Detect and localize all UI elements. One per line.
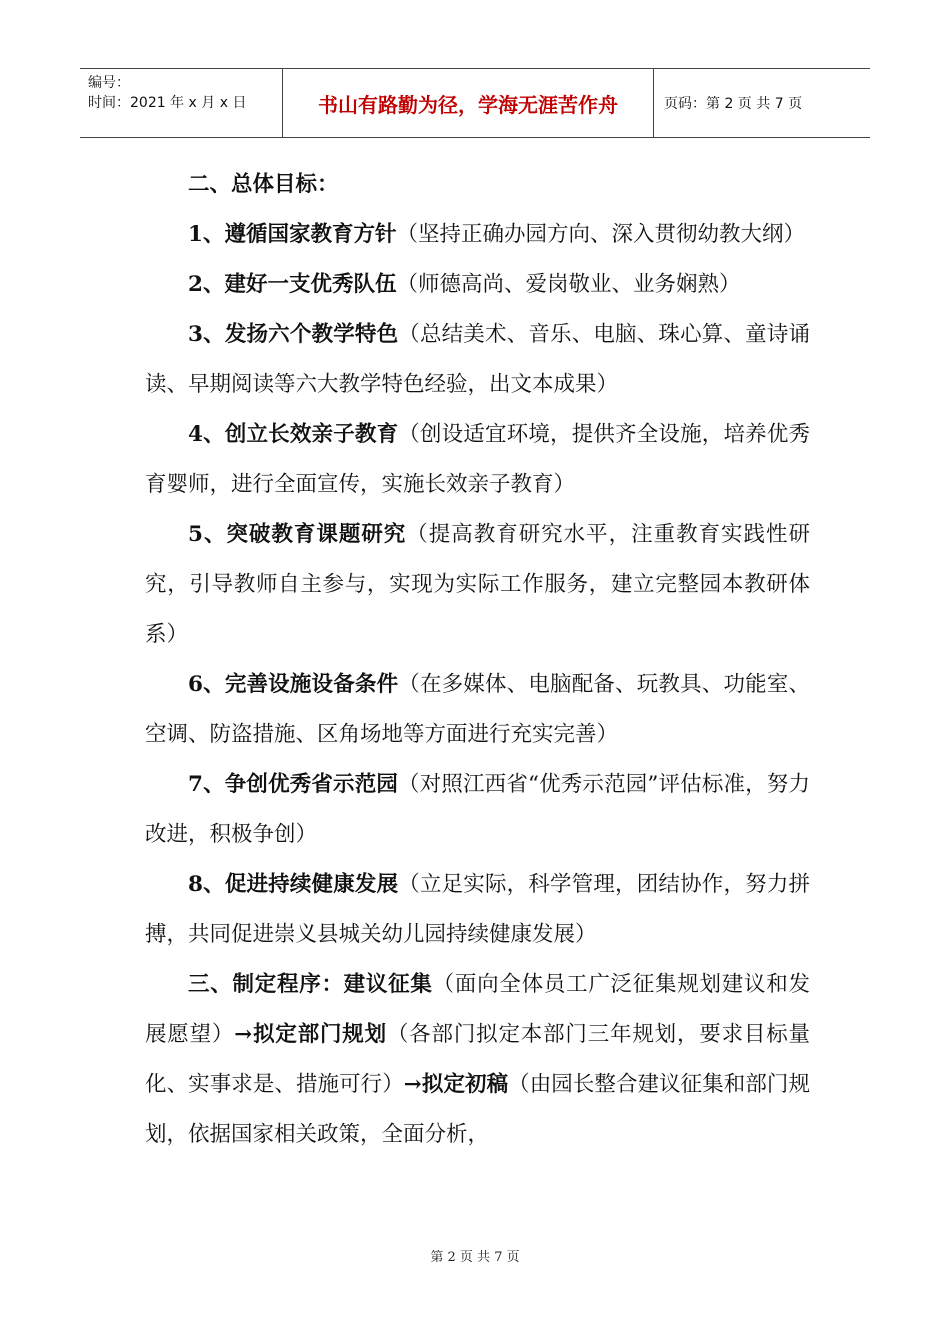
page-header <box>80 68 870 138</box>
header-meta <box>80 69 282 137</box>
header-page-label: 页码：第 2 页 共 7 页 <box>664 96 803 112</box>
time-label: 时间：2021 年 x 月 x 日 <box>88 95 247 111</box>
procedure-paragraph: 三、制定程序：建议征集（面向全体员工广泛征集规划建议和发展愿望）→拟定部门规划（各部门拟定本部门三年规划，要求目标量化、实事求是、措施可行）→拟定初稿（由园长整合建议征集和部门规划，依据国家相关政策，全面分析， <box>145 972 810 1147</box>
goal-item-8: 8、促进持续健康发展（立足实际，科学管理，团结协作，努力拼搏，共同促进崇义县城关幼儿园持续健康发展） <box>145 872 810 947</box>
goal-item-6: 6、完善设施设备条件（在多媒体、电脑配备、玩教具、功能室、空调、防盗措施、区角场地等方面进行充实完善） <box>145 672 810 747</box>
document-body <box>145 160 810 1160</box>
goal-item-4: 4、创立长效亲子教育（创设适宜环境，提供齐全设施，培养优秀育婴师，进行全面宣传，实施长效亲子教育） <box>145 422 810 497</box>
goal-item-3: 3、发扬六个教学特色（总结美术、音乐、电脑、珠心算、童诗诵读、早期阅读等六大教学特色经验，出文本成果） <box>145 322 810 397</box>
goal-item-2: 2、建好一支优秀队伍（师德高尚、爱岗敬业、业务娴熟） <box>188 272 741 297</box>
goal-item-7: 7、争创优秀省示范园（对照江西省“优秀示范园”评估标准，努力改进，积极争创） <box>145 772 810 847</box>
code-label: 编号： <box>88 75 130 91</box>
page-footer: 第 2 页 共 7 页 <box>430 1250 520 1265</box>
header-motto: 书山有路勤为径，学海无涯苦作舟 <box>282 69 654 137</box>
goal-item-5: 5、突破教育课题研究（提高教育研究水平，注重教育实践性研究，引导教师自主参与，实现为实际工作服务，建立完整园本教研体系） <box>145 522 810 647</box>
goal-item-1: 1、遵循国家教育方针（坚持正确办园方向、深入贯彻幼教大纲） <box>188 222 805 247</box>
section-title: 二、总体目标： <box>188 172 339 197</box>
